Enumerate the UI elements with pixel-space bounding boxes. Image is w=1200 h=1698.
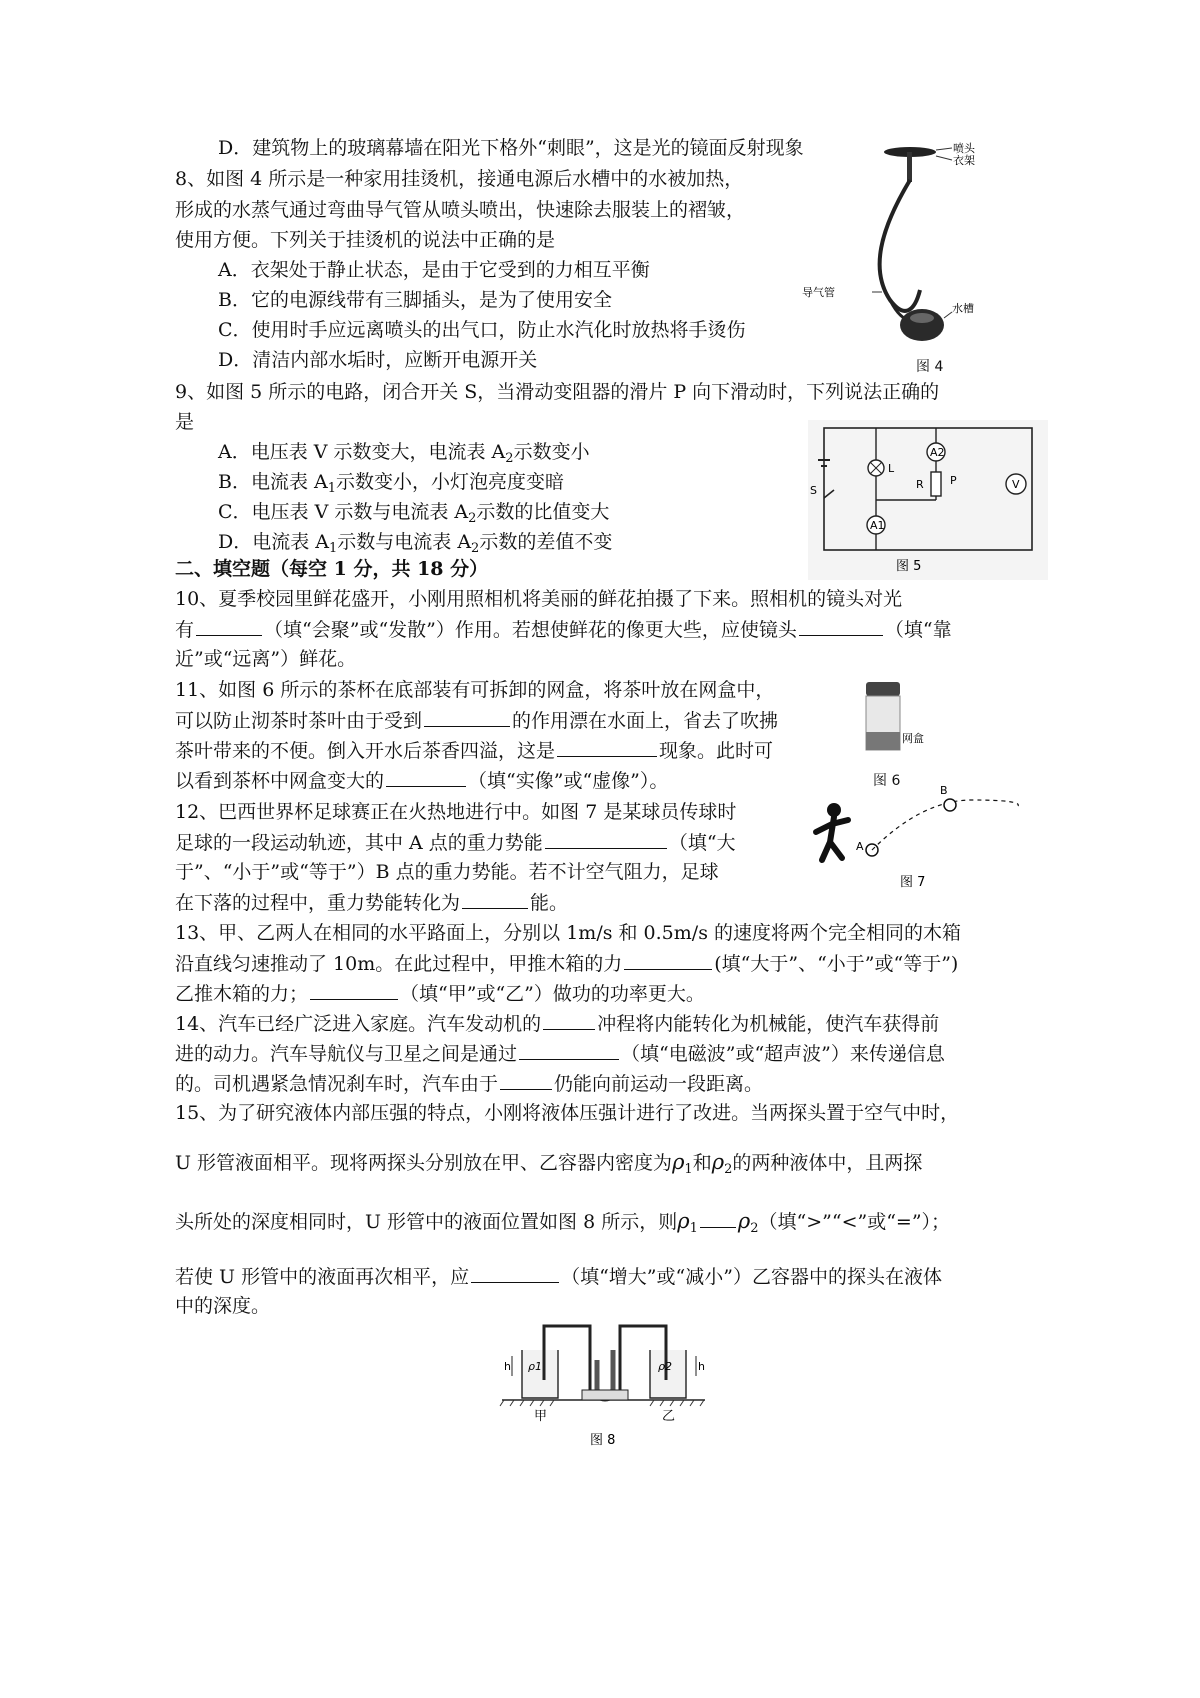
q15-line2: U 形管液面相平。现将两探头分别放在甲、乙容器内密度为$\rho_1$和$\rho_2$的两种液体中，且两探: [175, 1150, 923, 1177]
q11-line4: 以看到茶杯中网盒变大的 （填“实像”或“虚像”）。: [175, 770, 669, 792]
figure-4-caption: 图 4: [916, 359, 944, 375]
q8-option-c: C．使用时手应远离喷头的出气口，防止水汽化时放热将手烫伤: [218, 319, 746, 341]
figure-8-pressure-gauge: [500, 1320, 710, 1450]
q7-option-d: D．建筑物上的玻璃幕墙在阳光下格外“刺眼”，这是光的镜面反射现象: [218, 137, 804, 159]
fig4-label-tank: 水槽: [952, 302, 974, 315]
q8-option-b: B．它的电源线带有三脚插头，是为了使用安全: [218, 289, 612, 311]
q12-line3: 于”、“小于”或“等于”）B 点的重力势能。若不计空气阻力，足球: [175, 861, 719, 883]
q11-line3: 茶叶带来的不便。倒入开水后茶香四溢，这是 现象。此时可: [175, 740, 774, 762]
q9-option-c: C．电压表 V 示数与电流表 $A_2$示数的比值变大: [218, 501, 610, 526]
fig8-label-rho2: ρ2: [658, 1360, 672, 1373]
q9-stem-line2: 是: [175, 411, 195, 433]
figure-8-caption: 图 8: [590, 1433, 616, 1448]
q8-stem-line3: 使用方便。下列关于挂烫机的说法中正确的是: [175, 229, 556, 251]
q10-line1: 10、夏季校园里鲜花盛开，小刚用照相机将美丽的鲜花拍摄了下来。照相机的镜头对光: [175, 588, 903, 610]
q8-stem-line1: 8、如图 4 所示是一种家用挂烫机，接通电源后水槽中的水被加热，: [175, 168, 744, 190]
q9-option-a: A．电压表 V 示数变大，电流表 $A_2$示数变小: [218, 441, 590, 466]
figure-7-football-trajectory: [812, 780, 1032, 900]
fig5-label-l: L: [888, 462, 895, 475]
q13-line1: 13、甲、乙两人在相同的水平路面上，分别以 1m/s 和 0.5m/s 的速度将两个完全相同的木箱: [175, 922, 961, 944]
section-2-heading: 二、填空题（每空 1 分，共 18 分）: [175, 558, 489, 580]
figure-5-circuit: [808, 420, 1048, 580]
q12-line1: 12、巴西世界杯足球赛正在火热地进行中。如图 7 是某球员传球时: [175, 801, 737, 823]
fig8-label-h-right: h: [698, 1360, 705, 1373]
q14-line3: 的。司机遇紧急情况刹车时，汽车由于 仍能向前运动一段距离。: [175, 1073, 764, 1095]
fig4-label-hanger: 衣架: [953, 154, 975, 167]
fig8-label-rho1: ρ1: [528, 1360, 542, 1373]
q15-line1: 15、为了研究液体内部压强的特点，小刚将液体压强计进行了改进。当两探头置于空气中时，: [175, 1102, 960, 1124]
q15-line3: 头所处的深度相同时，U 形管中的液面位置如图 8 所示，则$\rho_1$ $\rho_2$（填“>”“<”或“=”）；: [175, 1209, 951, 1236]
q12-line4: 在下落的过程中，重力势能转化为 能。: [175, 892, 569, 914]
q10-line2: 有 （填“会聚”或“发散”）作用。若想使鲜花的像更大些，应使镜头 （填“靠: [175, 619, 952, 641]
figure-6-caption: 图 6: [873, 773, 901, 789]
figure-7-caption: 图 7: [900, 875, 926, 890]
fig7-label-a: A: [856, 840, 864, 853]
q13-line2: 沿直线匀速推动了 10m。在此过程中，甲推木箱的力 (填“大于”、“小于”或“等于”): [175, 953, 959, 975]
q9-stem-line1: 9、如图 5 所示的电路，闭合开关 S，当滑动变阻器的滑片 P 向下滑动时，下列说法正确的: [175, 381, 940, 403]
q14-line1: 14、汽车已经广泛进入家庭。汽车发动机的 冲程将内能转化为机械能，使汽车获得前: [175, 1013, 940, 1035]
fig4-label-nozzle: 喷头: [953, 142, 975, 155]
q15-line4: 若使 U 形管中的液面再次相平，应 （填“增大”或“减小”）乙容器中的探头在液体: [175, 1266, 942, 1288]
fig5-label-s: S: [810, 484, 817, 497]
fig8-label-h-left: h: [504, 1360, 511, 1373]
fig5-label-a2: A2: [930, 446, 945, 459]
fig6-label-box: 网盒: [902, 732, 924, 745]
fig8-label-yi: 乙: [662, 1409, 676, 1424]
q8-option-d: D．清洁内部水垢时，应断开电源开关: [218, 349, 538, 371]
figure-4-garment-steamer: [802, 140, 1000, 380]
q8-stem-line2: 形成的水蒸气通过弯曲导气管从喷头喷出，快速除去服装上的褶皱，: [175, 199, 746, 221]
q9-option-d: D．电流表 $A_1$示数与电流表 $A_2$示数的差值不变: [218, 531, 613, 556]
fig4-label-pipe: 导气管: [802, 286, 835, 299]
fig7-label-b: B: [940, 784, 948, 797]
q14-line2: 进的动力。汽车导航仪与卫星之间是通过 （填“电磁波”或“超声波”）来传递信息: [175, 1043, 945, 1065]
q12-line2: 足球的一段运动轨迹，其中 A 点的重力势能 （填“大: [175, 832, 736, 854]
q11-line2: 可以防止沏茶时茶叶由于受到 的作用漂在水面上，省去了吹拂: [175, 710, 779, 732]
q8-option-a: A．衣架处于静止状态，是由于它受到的力相互平衡: [218, 259, 650, 281]
q13-line3: 乙推木箱的力； （填“甲”或“乙”）做功的功率更大。: [175, 983, 705, 1005]
fig5-label-a1: A1: [870, 519, 885, 532]
q15-line5: 中的深度。: [175, 1295, 271, 1317]
q10-line3: 近”或“远离”）鲜花。: [175, 648, 357, 670]
q9-option-b: B．电流表 $A_1$示数变小，小灯泡亮度变暗: [218, 471, 565, 496]
fig5-label-v: V: [1012, 478, 1020, 491]
fig5-label-p: P: [950, 474, 957, 487]
fig8-label-jia: 甲: [534, 1409, 548, 1424]
figure-6-tea-cup: [858, 676, 938, 776]
figure-5-caption: 图 5: [896, 559, 922, 574]
fig5-label-r: R: [916, 478, 924, 491]
q11-line1: 11、如图 6 所示的茶杯在底部装有可拆卸的网盒，将茶叶放在网盒中，: [175, 679, 775, 701]
